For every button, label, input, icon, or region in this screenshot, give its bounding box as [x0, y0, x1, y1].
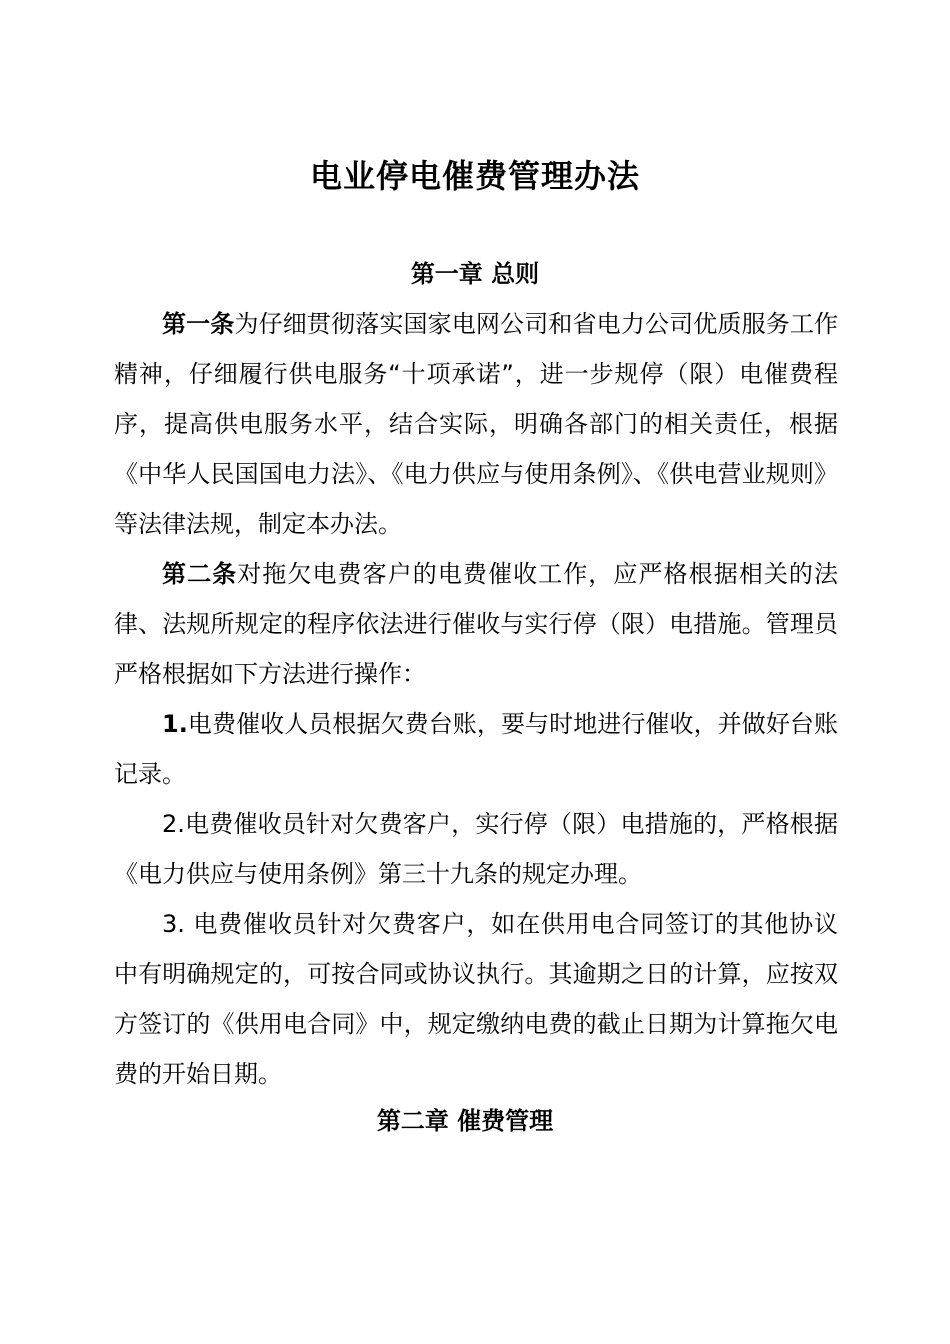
list-item-3: [114, 899, 838, 1099]
list-item-1: [114, 699, 838, 799]
list-item-1-lead: 1.: [162, 710, 188, 738]
list-item-3-text: 3. 电费催收员针对欠费客户，如在供用电合同签订的其他协议中有明确规定的，可按合同或协议执行。其逾期之日的计算，应按双方签订的《供用电合同》中，规定缴纳电费的截止日期为计算拖欠电费的开始日期。: [114, 910, 838, 1088]
article-1-text: 为仔细贯彻落实国家电网公司和省电力公司优质服务工作精神，仔细履行供电服务“十项承诺”，进一步规停（限）电催费程序，提高供电服务水平，结合实际，明确各部门的相关责任，根据《中华人民国国电力法》、《电力供应与使用条例》、《供电营业规则》等法律法规，制定本办法。: [114, 310, 839, 538]
chapter-2-heading: 第二章 催费管理: [376, 1107, 554, 1135]
list-item-1-text: 电费催收人员根据欠费台账，要与时地进行催收，并做好台账记录。: [114, 710, 838, 788]
article-2-lead: 第二条: [162, 560, 238, 588]
article-1: [114, 299, 838, 549]
article-2: [114, 549, 838, 699]
article-2-text: 对拖欠电费客户的电费催收工作，应严格根据相关的法律、法规所规定的程序依法进行催收与实行停（限）电措施。管理员严格根据如下方法进行操作：: [114, 560, 839, 688]
list-item-2: [114, 799, 838, 899]
document-title: 电业停电催费管理办法: [309, 157, 640, 195]
list-item-2-text: 2.电费催收员针对欠费客户，实行停（限）电措施的，严格根据《电力供应与使用条例》第三十九条的规定办理。: [114, 810, 838, 888]
chapter-1-heading: 第一章 总则: [410, 260, 540, 288]
article-1-lead: 第一条: [162, 310, 235, 338]
